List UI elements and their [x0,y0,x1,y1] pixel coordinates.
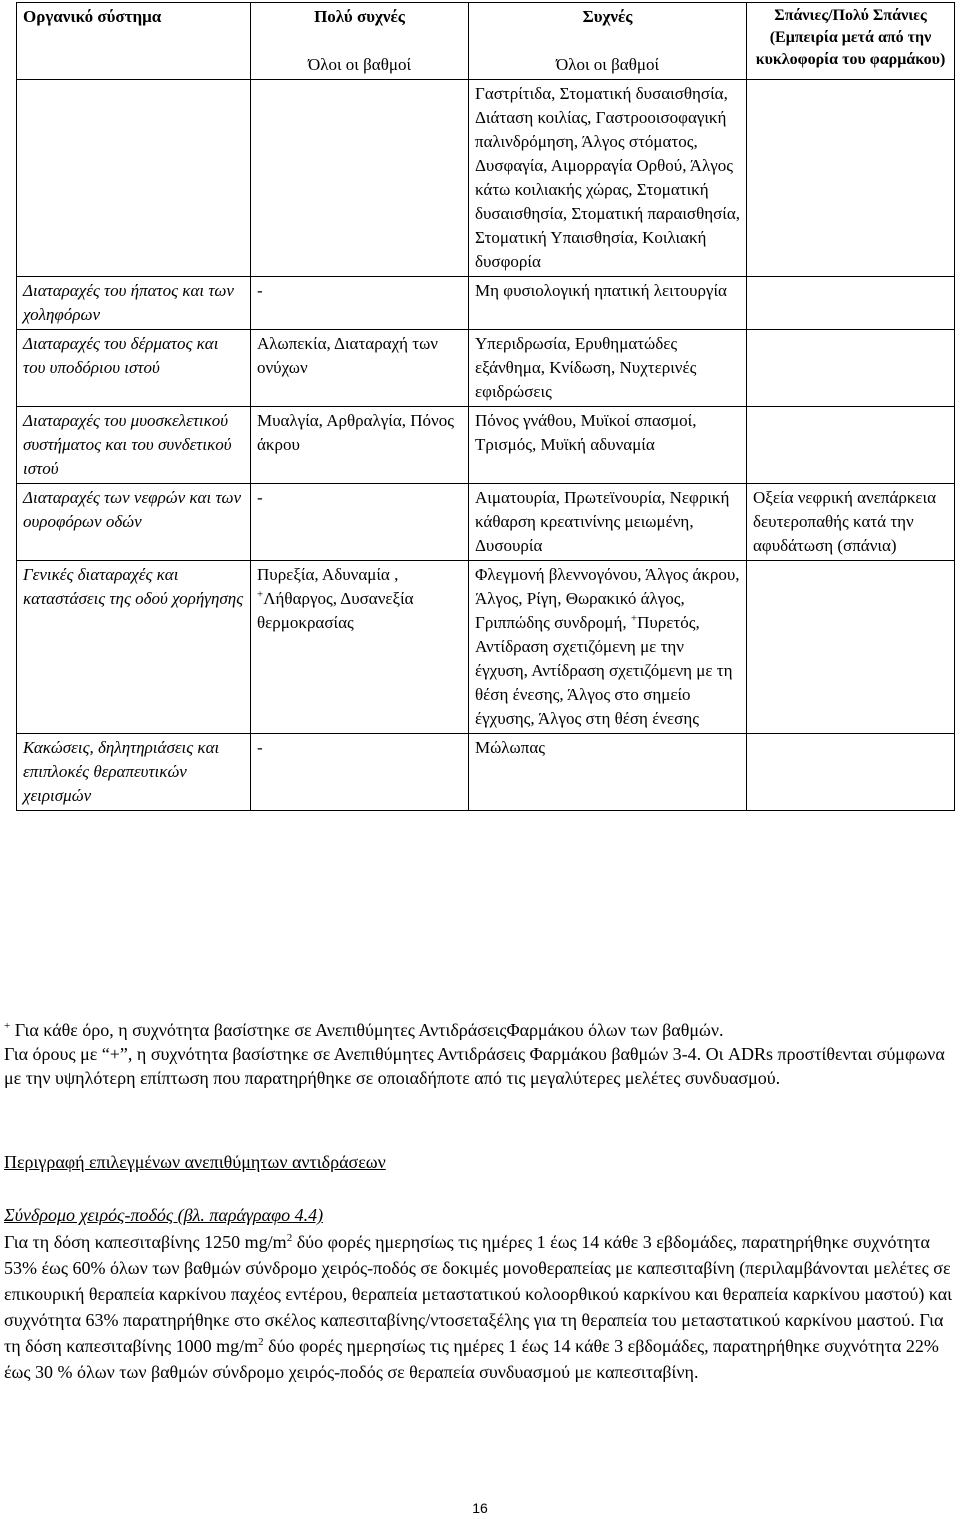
table-row [17,330,955,407]
very-common-cell [251,80,469,277]
very-common-cell: Πυρεξία, Αδυναμία , +Λήθαργος, Δυσανεξία θερμοκρασίας [251,561,469,734]
common-cell: Πόνος γνάθου, Μυϊκοί σπασμοί, Τρισμός, Μυϊκή αδυναμία [469,407,747,484]
header-common: Συχνές Όλοι οι βαθμοί [469,3,747,80]
adverse-reactions-table [16,2,955,811]
table-row [17,734,955,811]
common-cell: Αιματουρία, Πρωτεϊνουρία, Νεφρική κάθαρση κρεατινίνης μειωμένη, Δυσουρία [469,484,747,561]
table-row [17,561,955,734]
header-very-common: Πολύ συχνές Όλοι οι βαθμοί [251,3,469,80]
common-cell: Φλεγμονή βλεννογόνου, Άλγος άκρου, Άλγος, Ρίγη, Θωρακικό άλγος, Γριππώδης συνδρομή, +Πυρετός, Αντίδραση σχετιζόμενη με την έγχυση, Αντίδραση σχετιζόμενη με τη θέση ένεσης, Άλγος στο σημείο έγχυσης, Άλγος στη θέση ένεσης [469,561,747,734]
rare-cell [747,561,955,734]
footnote-1: + Για κάθε όρο, η συχνότητα βασίστηκε σε Ανεπιθύμητες ΑντιδράσειςΦαρμάκου όλων των βαθμών. [4,1020,724,1040]
common-cell: Γαστρίτιδα, Στοματική δυσαισθησία, Διάταση κοιλίας, Γαστροοισοφαγική παλινδρόμηση, Άλγος στόματος, Δυσφαγία, Αιμορραγία Ορθού, Άλγος κάτω κοιλιακής χώρας, Στοματική δυσαισθησία, Στοματική παραισθησία, Στοματική Υπαισθησία, Κοιλιακή δυσφορία [469,80,747,277]
organ-cell: Διαταραχές των νεφρών και των ουροφόρων οδών [17,484,251,561]
common-cell: Υπεριδρωσία, Ερυθηματώδες εξάνθημα, Κνίδωση, Νυχτερινές εφιδρώσεις [469,330,747,407]
very-common-cell: - [251,734,469,811]
header-organ-system: Οργανικό σύστημα [17,3,251,80]
organ-cell: Γενικές διαταραχές και καταστάσεις της οδού χορήγησης [17,561,251,734]
rare-cell: Οξεία νεφρική ανεπάρκεια δευτεροπαθής κατά την αφυδάτωση (σπάνια) [747,484,955,561]
rare-cell [747,407,955,484]
rare-cell [747,277,955,330]
common-cell: Μη φυσιολογική ηπατική λειτουργία [469,277,747,330]
organ-cell: Κακώσεις, δηλητηριάσεις και επιπλοκές θεραπευτικών χειρισμών [17,734,251,811]
rare-cell [747,80,955,277]
table-row [17,407,955,484]
header-very-common-grades: Όλοι οι βαθμοί [307,55,412,74]
very-common-cell: - [251,277,469,330]
organ-cell [17,80,251,277]
common-cell: Μώλωπας [469,734,747,811]
table-header-row [17,3,955,80]
hand-foot-syndrome-paragraph: Για τη δόση καπεσιταβίνης 1250 $mg/m^2$ δύο φορές ημερησίως τις ημέρες 1 έως 14 κάθε 3 εβδομάδες, παρατηρήθηκε συχνότητα 53% έως 60% όλων των βαθμών σύνδρομο χειρός-ποδός σε δοκιμές μονοθεραπείας με καπεσιταβίνη (περιλαμβάνονται μελέτες σε επικουρική θεραπεία καρκίνου παχέος εντέρου, θεραπεία μεταστατικού κολοορθικού καρκίνου και θεραπεία καρκίνου μαστού) και συχνότητα 63% παρατηρήθηκε στο σκέλος καπεσιταβίνης/ντοσεταξέλης για τη θεραπεία του μεταστατικού καρκίνου μαστού. Για τη δόση καπεσιταβίνης 1000 $mg/m^2$ δύο φορές ημερησίως τις ημέρες 1 έως 14 κάθε 3 εβδομάδες, παρατηρήθηκε συχνότητα 22% έως 30 % όλων των βαθμών σύνδρομο χειρός-ποδός σε θεραπεία συνδυασμού με καπεσιταβίνη. [4,1232,953,1382]
table-row [17,484,955,561]
rare-cell [747,330,955,407]
page-number: 16 [472,1500,488,1516]
organ-cell: Διαταραχές του δέρματος και του υποδόριου ιστού [17,330,251,407]
table-footnotes [4,1018,954,1090]
table-row [17,80,955,277]
very-common-cell: - [251,484,469,561]
very-common-cell: Μυαλγία, Αρθραλγία, Πόνος άκρου [251,407,469,484]
table-row [17,277,955,330]
organ-cell: Διαταραχές του ήπατος και των χοληφόρων [17,277,251,330]
rare-cell [747,734,955,811]
header-common-grades: Όλοι οι βαθμοί [555,55,660,74]
section-title: Περιγραφή επιλεγμένων ανεπιθύμητων αντιδράσεων [4,1152,386,1172]
header-rare: Σπάνιες/Πολύ Σπάνιες (Εμπειρία μετά από την κυκλοφορία του φαρμάκου) [747,3,955,80]
footnote-2: Για όρους με “+”, η συχνότητα βασίστηκε σε Ανεπιθύμητες Αντιδράσεις Φαρμάκου βαθμών 3-4. Οι ADRs προστίθενται σύμφωνα με την υψηλότερη επίπτωση που παρατηρήθηκε σε οποιαδήποτε από τις μεγαλύτερες μελέτες συνδυασμού. [4,1044,945,1088]
very-common-cell: Αλωπεκία, Διαταραχή των ονύχων [251,330,469,407]
organ-cell: Διαταραχές του μυοσκελετικού συστήματος και του συνδετικού ιστού [17,407,251,484]
subsection-title: Σύνδρομο χειρός-ποδός (βλ. παράγραφο 4.4) [4,1205,324,1225]
